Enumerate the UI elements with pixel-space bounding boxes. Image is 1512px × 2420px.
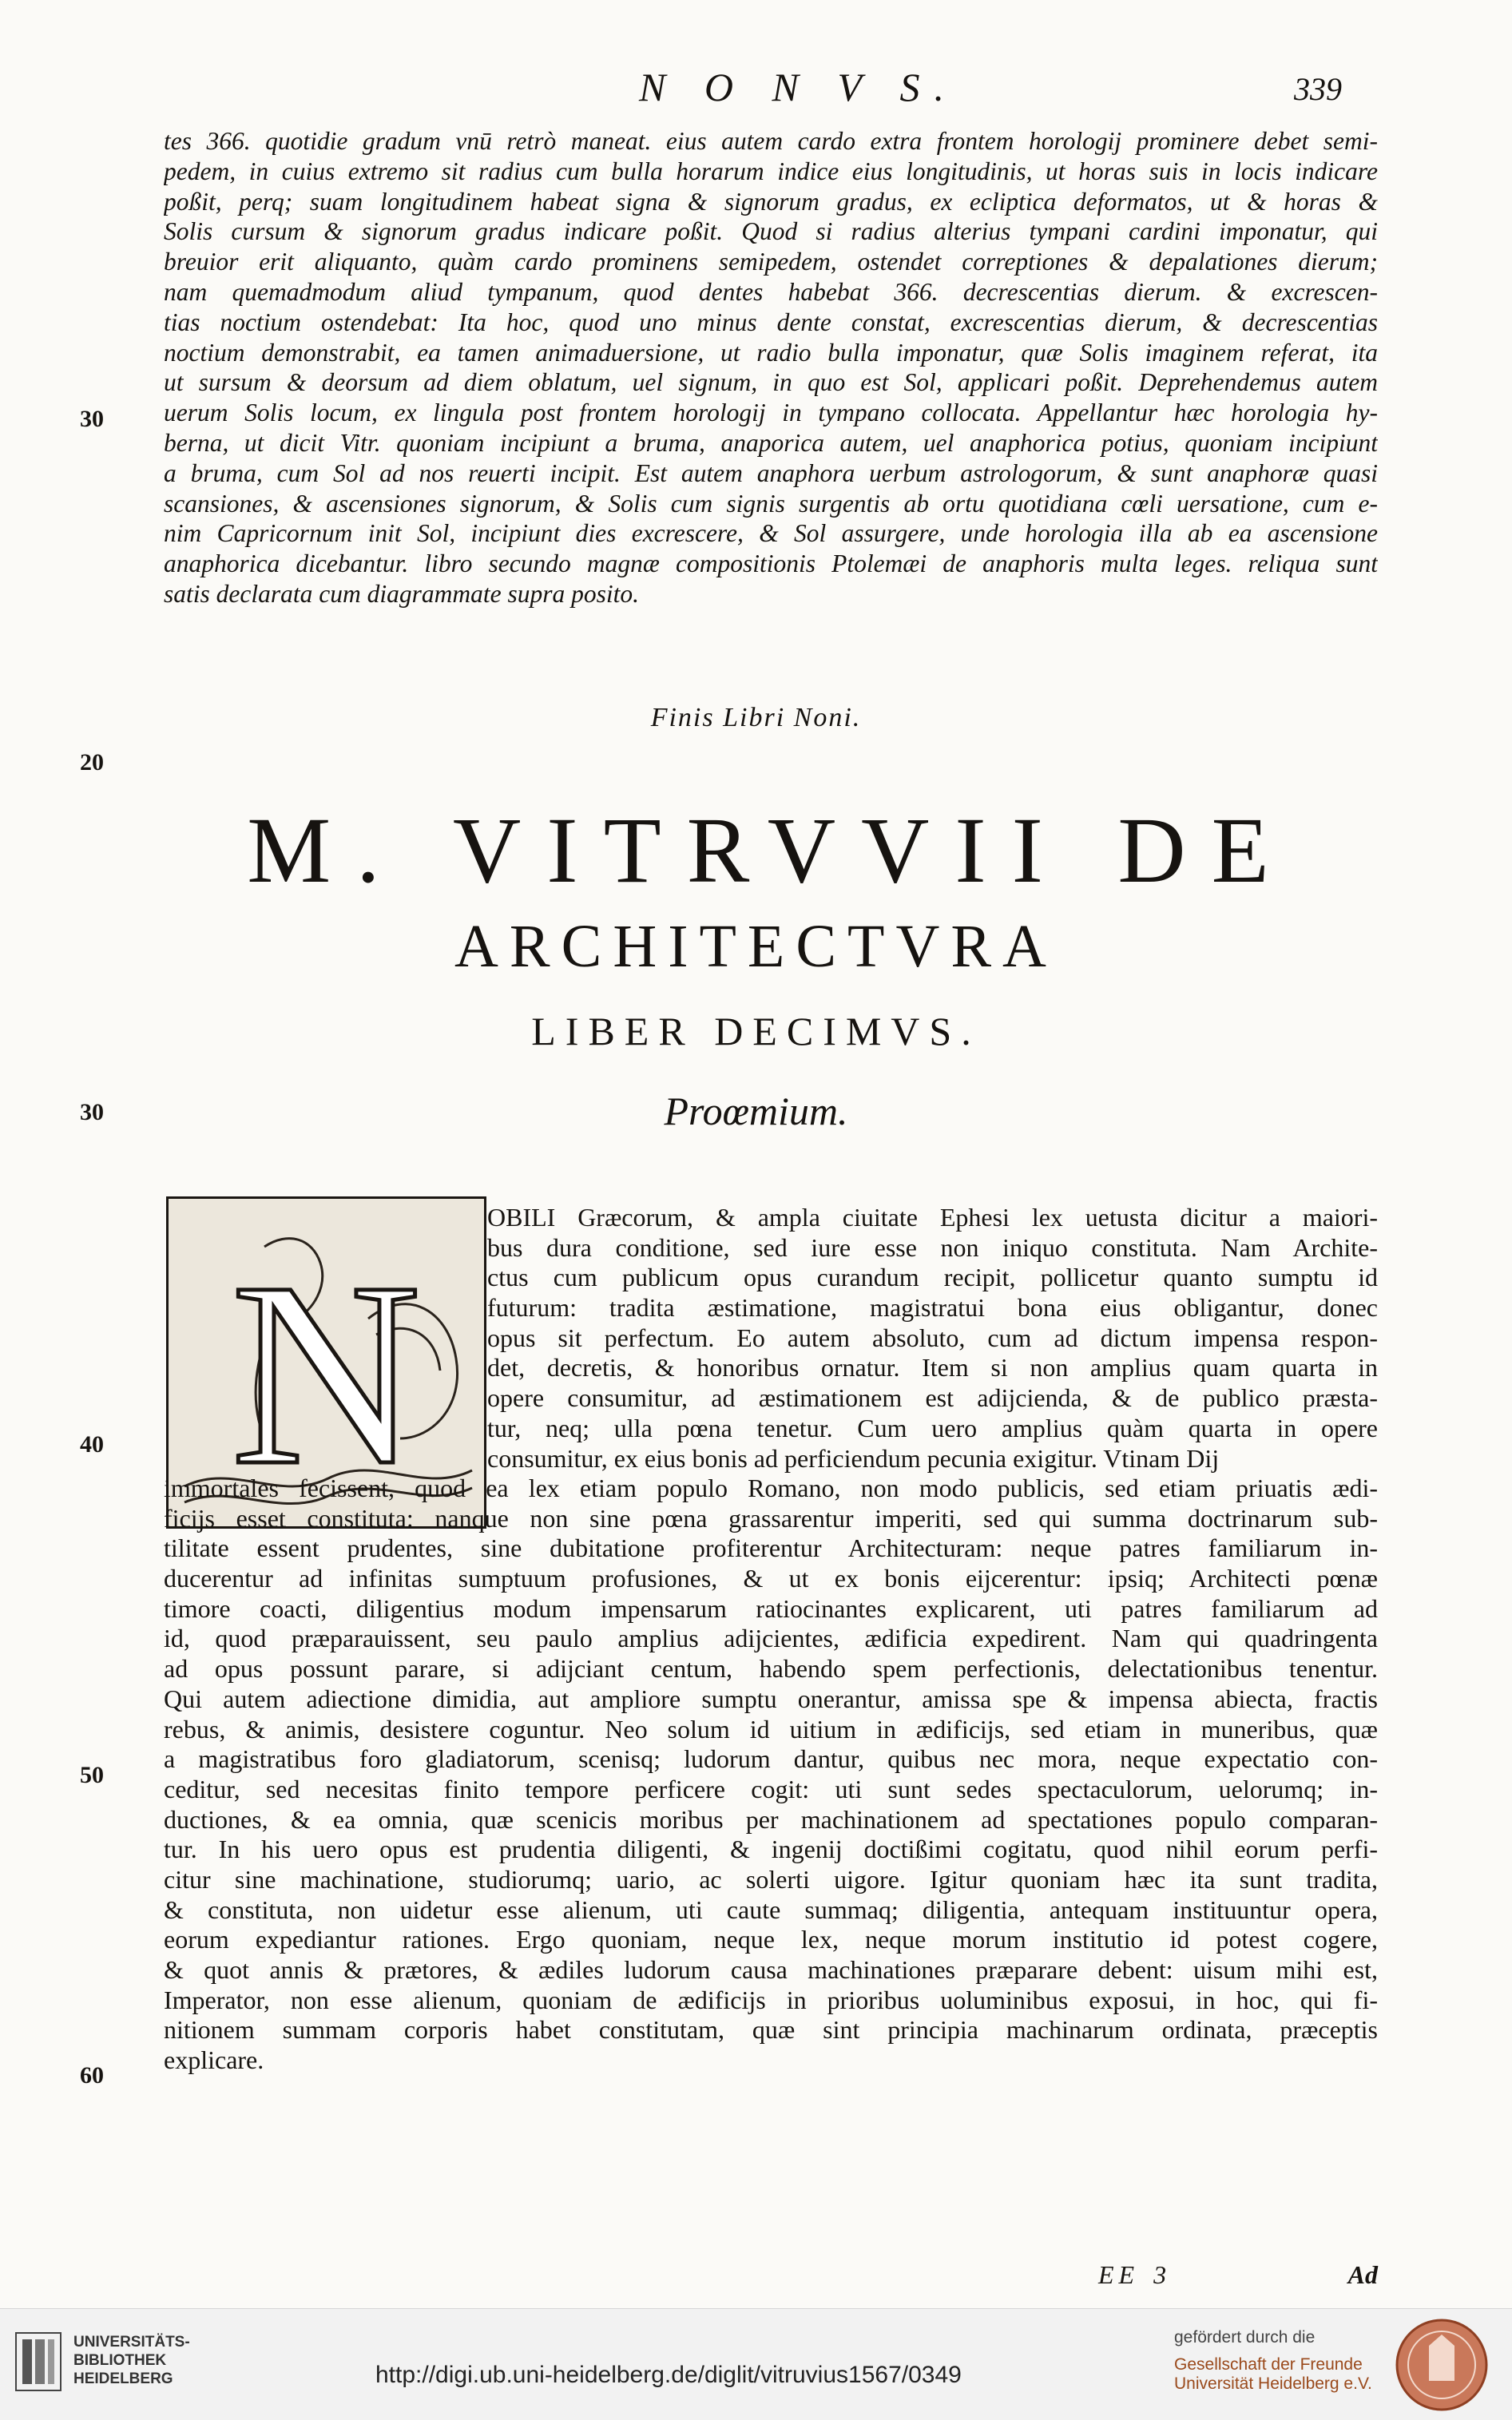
signature-number: 3 [1153, 2260, 1172, 2289]
margin-line-number: 30 [80, 406, 104, 432]
text-line: ficijs esset constituta: nanque non sine pœna grassarentur imperiti, sed qui summa doctrinarum sub- [164, 1503, 1378, 1533]
text-line: eorum expediantur rationes. Ergo quoniam, neque lex, neque morum institutio id potest cogere, [164, 1925, 1378, 1954]
text-line: opus sit perfectum. Eo autem absoluto, cum ad dictum impensa respon- [487, 1323, 1378, 1352]
text-line: timore coacti, diligentius modum impensarum ratiocinantes explicarent, uti patres familiarum ad [164, 1593, 1378, 1623]
permalink-url[interactable]: http://digi.ub.uni-heidelberg.de/diglit/vitruvius1567/0349 [375, 2362, 962, 2388]
text-line: poßit, perq; suam longitudinem habeat signa & signorum gradus, ex ecliptica deformatos, ut & horas & [164, 187, 1378, 216]
sponsor-name: Gesellschaft der Freunde Universität Heidelberg e.V. [1174, 2355, 1372, 2393]
margin-line-number: 60 [80, 2062, 104, 2089]
margin-line-number: 50 [80, 1762, 104, 1788]
text-line: ducerentur ad infinitas sumptuum profusiones, & ut ex bonis eijcerentur: ipsiq; Architecti pœnæ [164, 1564, 1378, 1593]
university-seal-icon [1394, 2317, 1490, 2413]
book-title: M. VITRVVII DE [247, 798, 1295, 903]
text-line: uerum Solis locum, ex lingula post frontem horologij in tympano collocata. Appellantur hæc horologia hy- [164, 399, 1378, 427]
margin-line-number: 40 [80, 1431, 104, 1458]
book-end-note: Finis Libri Noni. [650, 703, 862, 732]
library-logo-icon [14, 2331, 62, 2392]
digitization-footer [0, 2308, 1512, 2420]
text-line: tes 366. quotidie gradum vnū retrò maneat. eius autem cardo extra frontem horologij prominere debet semi- [164, 127, 1378, 155]
text-line: citur sine machinatione, studiorumq; uario, ac solerti uigore. Igitur quoniam hæc ita sunt tradita, [164, 1864, 1378, 1894]
text-line: explicare. [164, 2045, 264, 2075]
text-line: opere consumitur, ad æstimationem est adijcienda, & de publico præsta- [487, 1383, 1378, 1413]
text-line: immortales fecissent, quod ea lex etiam populo Romano, non modo publicis, sed etiam priuatis ædi- [164, 1474, 1378, 1502]
text-line: ad opus possunt parare, si adijciant centum, habendo spem perfectionis, delectationibus tenentur. [164, 1654, 1378, 1684]
text-line: & constituta, non uidetur esse alienum, uti caute summaq; diligentia, antequam instituuntur opera, [164, 1894, 1378, 1924]
running-head [0, 58, 1512, 113]
text-line: bus dura conditione, sed iure esse non iniquo constituta. Nam Archite- [487, 1232, 1378, 1262]
text-line: anaphorica dicebantur. libro secundo magnæ compositionis Ptolemæi de anaphoris multa leges. reliqua sunt [164, 549, 1378, 578]
text-line: breuior erit aliquanto, quàm cardo prominens semipedem, ostendet correptiones & depalationes dierum; [164, 248, 1378, 276]
text-line: OBILI Græcorum, & ampla ciuitate Ephesi lex uetusta dicitur a maiori- [487, 1203, 1378, 1232]
text-line: Solis cursum & signorum gradus indicare poßit. Quod si radius alterius tympani cardini imponatur, qui [164, 217, 1378, 246]
body-text [164, 1474, 1378, 2076]
margin-line-number: 30 [80, 1099, 104, 1125]
commentary-text [164, 126, 1378, 609]
text-line: futurum: tradita æstimatione, magistratui bona eius obligantur, donec [487, 1293, 1378, 1323]
text-line: satis declarata cum diagrammate supra posito. [164, 579, 639, 608]
text-line: det, decretis, & honoribus ornatur. Item si non amplius quam quarta in [487, 1353, 1378, 1383]
book-subtitle: ARCHITECTVRA [454, 913, 1058, 980]
text-line: nitionem summam corporis habet constitutam, quæ sint principia machinarum ordinata, præceptis [164, 2015, 1378, 2045]
body-text-beside-initial [487, 1203, 1378, 1474]
text-line: tur, neq; ulla pœna tenetur. Cum uero amplius quàm quarta in opere [487, 1413, 1378, 1442]
text-line: tias noctium ostendebat: Ita hoc, quod uno minus dente constat, excrescentias dierum, & decrescentias [164, 307, 1378, 336]
text-line: nam quemadmodum aliud tympanum, quod dentes habebat 366. decrescentias dierum. & excrescen- [164, 277, 1378, 306]
text-line: pedem, in cuius extremo sit radius cum bulla horarum indice eius longitudinis, ut horas suis in locis indicare [164, 157, 1378, 185]
margin-line-number: 20 [80, 749, 104, 776]
signature-mark: EE [1098, 2260, 1140, 2289]
book-number: LIBER DECIMVS. [531, 1009, 981, 1053]
library-name: UNIVERSITÄTS- BIBLIOTHEK HEIDELBERG [73, 2334, 190, 2387]
text-line: consumitur, ex eius bonis ad perficiendum pecunia exigitur. Vtinam Dij [487, 1443, 1220, 1473]
text-line: tilitate essent prudentes, sine dubitatione profiterentur Architecturam: neque patres familiarum in- [164, 1533, 1378, 1563]
text-line: Qui autem adiectione dimidia, aut ampliore sumptu onerantur, amissa spe & impensa abiecta, fractis [164, 1684, 1378, 1713]
text-line: noctium demonstrabit, ea tamen animaduersione, ut radio bulla imponatur, quæ Solis imaginem referat, ita [164, 338, 1378, 367]
section-heading: Proœmium. [664, 1089, 848, 1133]
text-line: Imperator, non esse alienum, quoniam de ædificijs in prioribus uoluminibus exposui, in hoc, qui fi- [164, 1985, 1378, 2014]
text-line: & quot annis & prætores, & ædiles ludorum causa machinationes præparare debent: uisum mihi est, [164, 1955, 1378, 1984]
text-line: ceditur, sed necesitas finito tempore perficere cogit: uti sunt sedes spectaculorum, uelorumq; in- [164, 1774, 1378, 1803]
text-line: ctus cum publicum opus curandum recipit, pollicetur quanto sumptu id [487, 1263, 1378, 1292]
text-line: ut sursum & deorsum ad diem oblatum, uel signum, in quo est Sol, applicari poßit. Deprehendemus autem [164, 368, 1378, 397]
text-line: ductiones, & ea omnia, quæ scenicis moribus per machinationem ad spectationes populo comparan- [164, 1804, 1378, 1834]
catchword: Ad [1347, 2260, 1378, 2289]
text-line: a bruma, cum Sol ad nos reuerti incipit. Est autem anaphora uerbum astrologorum, & sunt anaphoræ quasi [164, 458, 1378, 487]
text-line: tur. In his uero opus est prudentia diligenti, & ingenij doctißimi cogitatu, quod nihil eorum perfi- [164, 1835, 1378, 1864]
folio-number: 339 [1294, 71, 1342, 107]
text-line: nim Capricornum init Sol, incipiunt dies excrescere, & Sol assurgere, unde horologia illa ab ea ascensione [164, 519, 1378, 548]
svg-text:N: N [230, 1228, 422, 1520]
text-line: a magistratibus foro gladiatorum, scenisq; ludorum dantur, quibus nec mora, neque expectatio con- [164, 1744, 1378, 1774]
running-title: N O N V S. [639, 65, 958, 109]
signature-line [1090, 2260, 1378, 2290]
text-line: id, quod præparauissent, seu paulo amplius adijcientes, ædificia expedirent. Nam qui quadringenta [164, 1624, 1378, 1653]
text-line: rebus, & animis, desistere coguntur. Neo solum id uitium in ædificijs, sed etiam in muneribus, quæ [164, 1714, 1378, 1744]
text-line: scansiones, & ascensiones signorum, & Solis cum signis surgentis ab ortu quotidiana cœli uersatione, cum e- [164, 489, 1378, 518]
text-line: berna, ut dicit Vitr. quoniam incipiunt a bruma, anaporica autem, uel anaphorica potius, quoniam incipiunt [164, 428, 1378, 457]
sponsor-label: gefördert durch die [1174, 2328, 1316, 2347]
